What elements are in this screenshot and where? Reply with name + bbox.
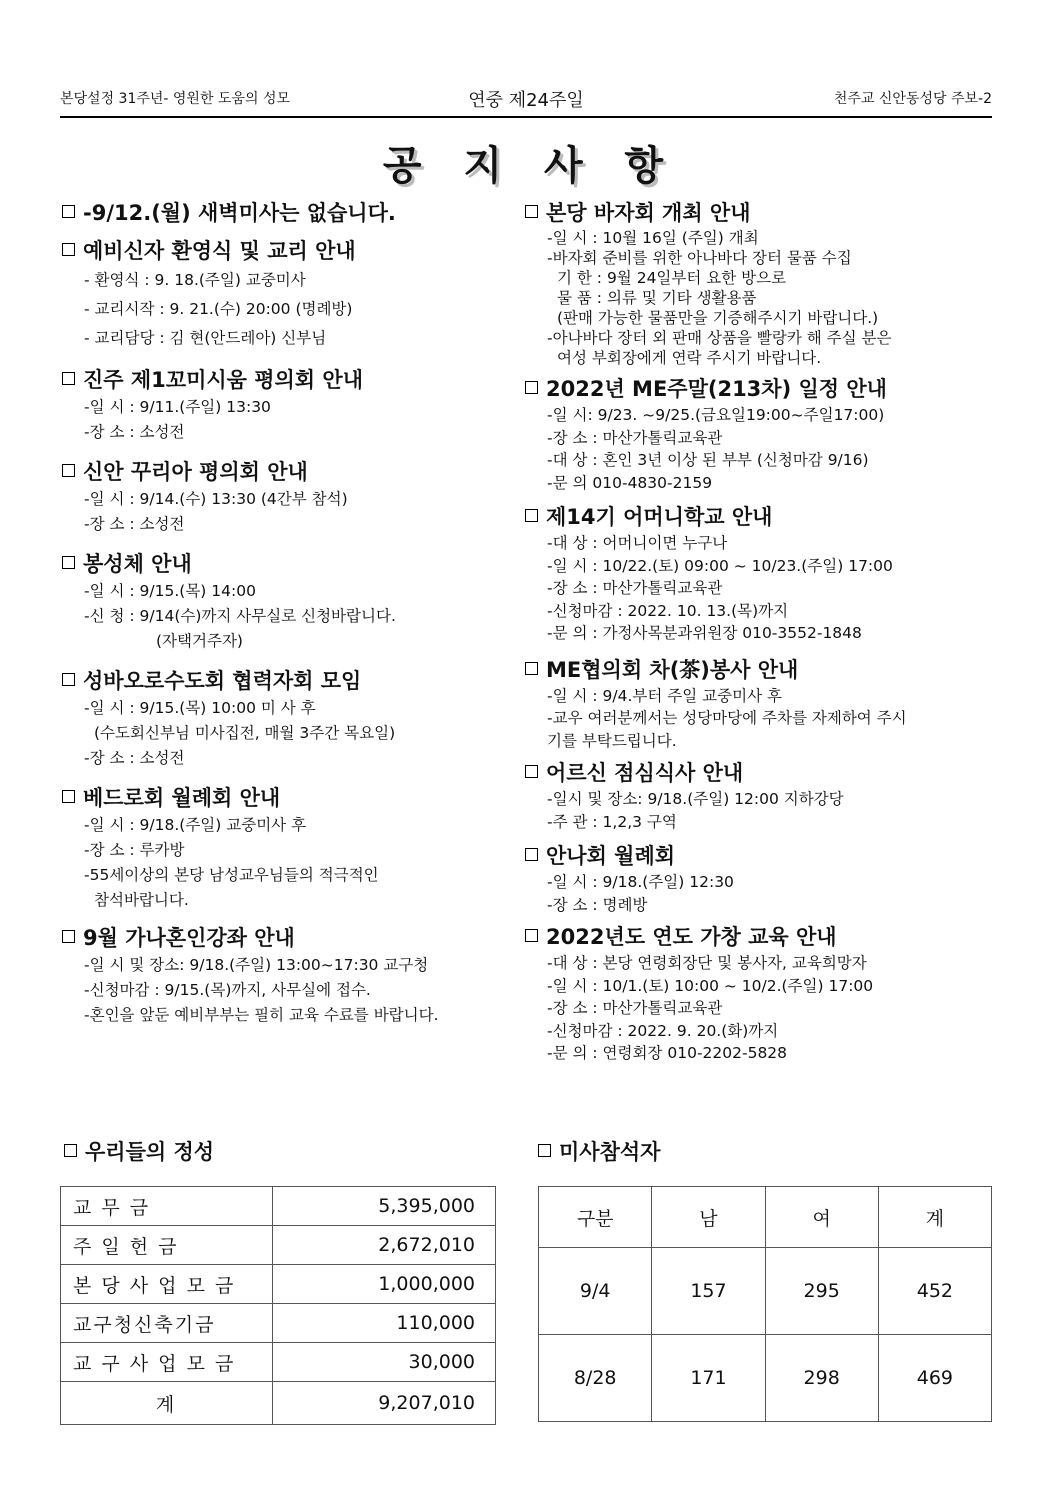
notice-section: [62, 783, 512, 913]
section-title: [525, 841, 1005, 871]
notice-section: [525, 922, 1005, 1065]
section-title-text: 2022년도 연도 가창 교육 안내: [546, 925, 837, 949]
section-title-text: -9/12.(월) 새벽미사는 없습니다.: [83, 201, 396, 225]
attendance-cell: 8/28: [539, 1335, 652, 1422]
section-title-text: 2022년 ME주말(213차) 일정 안내: [546, 377, 887, 401]
section-line: -대 상 : 혼인 3년 이상 된 부부 (신청마감 9/16): [547, 451, 869, 469]
checkbox-icon: [62, 464, 75, 477]
header-left: 본당설정 31주년- 영원한 도움의 성모: [60, 91, 291, 107]
notice-section: [62, 365, 512, 445]
section-line: -대 상 : 본당 연령회장단 및 봉사자, 교육희망자: [547, 954, 867, 972]
section-line: -일 시 : 9/15.(목) 14:00: [84, 582, 256, 600]
left-column: [62, 198, 512, 1028]
attendance-cell: 469: [878, 1335, 991, 1422]
section-line: -신청마감 : 9/15.(목)까지, 사무실에 접수.: [84, 981, 371, 999]
section-line: -일 시 : 9/18.(주일) 12:30: [547, 873, 734, 891]
checkbox-icon: [525, 381, 538, 394]
section-line: -일 시 : 10/1.(토) 10:00 ~ 10/2.(주일) 17:00: [547, 976, 874, 995]
section-title-text: 예비신자 환영식 및 교리 안내: [83, 239, 356, 263]
section-title-text: 진주 제1꼬미시움 평의회 안내: [83, 368, 363, 392]
attendance-cell: 157: [652, 1248, 765, 1335]
offering-heading: [64, 1137, 214, 1167]
offering-row: [61, 1304, 496, 1343]
attendance-cell: 9/4: [539, 1248, 652, 1335]
section-line: -장 소 : 마산가톨릭교육관: [547, 428, 723, 447]
section-line: -신 청 : 9/14(수)까지 사무실로 신청바랍니다.: [84, 607, 396, 625]
section-line: 여성 부회장에게 연락 주시기 바랍니다.: [557, 349, 822, 367]
notice-section: [525, 374, 1005, 494]
attendance-row: [539, 1335, 992, 1422]
section-title-text: 봉성체 안내: [83, 552, 192, 576]
section-line: -장 소 : 소성전: [84, 749, 185, 767]
offering-value: 5,395,000: [273, 1187, 496, 1226]
checkbox-icon: [62, 790, 75, 803]
header-center: 연중 제24주일: [468, 90, 584, 111]
offering-label: 계: [61, 1382, 273, 1425]
attendance-cell: 452: [878, 1248, 991, 1335]
offering-label: 본 당 사 업 모 금: [61, 1265, 273, 1304]
offering-row: [61, 1265, 496, 1304]
attendance-header-cell: 여: [765, 1187, 878, 1248]
notice-section: [62, 236, 512, 353]
attendance-table: [538, 1186, 992, 1422]
section-line: -일 시 : 9/18.(주일) 교중미사 후: [84, 816, 307, 834]
checkbox-icon: [62, 243, 75, 256]
offering-value: 110,000: [273, 1304, 496, 1343]
section-line: -혼인을 앞둔 예비부부는 필히 교육 수료를 바랍니다.: [84, 1006, 439, 1024]
section-line: -일 시 : 9/15.(목) 10:00 미 사 후: [84, 699, 316, 717]
notice-section: [62, 457, 512, 537]
offering-row: [61, 1187, 496, 1226]
section-line: (자택거주자): [156, 632, 243, 650]
offering-table: [60, 1186, 496, 1425]
section-title-text: 제14기 어머니학교 안내: [546, 505, 773, 529]
attendance-cell: 295: [765, 1248, 878, 1335]
section-line: -일 시 및 장소: 9/18.(주일) 13:00~17:30 교구청: [84, 956, 429, 974]
section-title: [62, 236, 512, 266]
offering-label: 주 일 헌 금: [61, 1226, 273, 1265]
offering-value: 2,672,010: [273, 1226, 496, 1265]
attendance-header-cell: 남: [652, 1187, 765, 1248]
section-line: -신청마감 : 2022. 10. 13.(목)까지: [547, 601, 789, 620]
offering-value: 30,000: [273, 1343, 496, 1382]
section-title: [62, 365, 512, 395]
section-title: [525, 502, 1005, 532]
notice-section: [525, 655, 1005, 753]
section-title: [62, 923, 512, 953]
section-line: -교우 여러분께서는 성당마당에 주차를 자제하여 주시: [547, 709, 907, 727]
section-title: [525, 198, 1005, 228]
section-line: -주 관 : 1,2,3 구역: [547, 812, 677, 831]
section-line: -문 의 : 연령회장 010-2202-5828: [547, 1044, 788, 1062]
section-line: -일 시 : 9/14.(수) 13:30 (4간부 참석): [84, 490, 348, 508]
offering-row: [61, 1226, 496, 1265]
checkbox-icon: [525, 662, 538, 675]
offering-label: 교구청신축기금: [61, 1304, 273, 1343]
section-title: [62, 198, 512, 228]
section-line: -문 의 : 가정사목분과위원장 010-3552-1848: [547, 624, 862, 642]
section-line: -장 소 : 명례방: [547, 895, 648, 914]
section-line: 물 품 : 의류 및 기타 생활용품: [557, 289, 757, 307]
attendance-heading-text: 미사참석자: [559, 1140, 661, 1164]
notice-section: [62, 923, 512, 1028]
notice-section: [525, 198, 1005, 368]
right-column: [525, 198, 1005, 1065]
attendance-row: [539, 1248, 992, 1335]
checkbox-icon: [62, 205, 75, 218]
notice-section: [525, 502, 1005, 645]
section-line: - 교리담당 : 김 현(안드레아) 신부님: [84, 329, 327, 347]
attendance-heading: [538, 1137, 660, 1167]
section-title-text: ME협의회 차(茶)봉사 안내: [546, 657, 799, 682]
notice-section: [62, 549, 512, 654]
section-title: [62, 457, 512, 487]
section-title-text: 어르신 점심식사 안내: [546, 761, 744, 785]
section-title-text: 9월 가나혼인강좌 안내: [83, 926, 295, 950]
attendance-header-row: [539, 1187, 992, 1248]
attendance-cell: 171: [652, 1335, 765, 1422]
checkbox-icon: [64, 1144, 77, 1157]
section-line: -신청마감 : 2022. 9. 20.(화)까지: [547, 1021, 779, 1040]
section-title-text: 본당 바자회 개최 안내: [546, 201, 751, 225]
section-title-text: 안나회 월례회: [546, 844, 676, 868]
section-line: - 환영식 : 9. 18.(주일) 교중미사: [84, 271, 306, 289]
checkbox-icon: [525, 929, 538, 942]
section-line: (수도회신부님 미사집전, 매월 3주간 목요일): [94, 724, 396, 742]
notice-section: [525, 841, 1005, 916]
section-line: (판매 가능한 물품만을 기증해주시기 바랍니다.): [557, 309, 879, 327]
section-title: [62, 783, 512, 813]
attendance-cell: 298: [765, 1335, 878, 1422]
section-line: -일시 및 장소: 9/18.(주일) 12:00 지하강당: [547, 790, 844, 808]
section-line: -장 소 : 마산가톨릭교육관: [547, 579, 723, 597]
section-title: [62, 549, 512, 579]
section-line: -아나바다 장터 외 판매 상품을 빨랑카 해 주실 분은: [547, 329, 892, 347]
section-title: [62, 666, 512, 696]
section-line: -문 의 010-4830-2159: [547, 473, 713, 492]
checkbox-icon: [525, 848, 538, 861]
section-line: -일 시: 9/23. ~9/25.(금요일19:00~주일17:00): [547, 406, 885, 424]
page-header: [60, 86, 992, 118]
section-line: 참석바랍니다.: [94, 891, 189, 909]
offering-heading-text: 우리들의 정성: [85, 1140, 215, 1164]
section-title-text: 성바오로수도회 협력자회 모임: [83, 669, 362, 693]
attendance-header-cell: 구분: [539, 1187, 652, 1248]
attendance-header-cell: 계: [878, 1187, 991, 1248]
checkbox-icon: [62, 372, 75, 385]
checkbox-icon: [62, 930, 75, 943]
notice-section: [62, 666, 512, 771]
offering-label: 교 무 금: [61, 1187, 273, 1226]
section-title: [525, 374, 1005, 404]
section-title: [525, 922, 1005, 952]
section-line: -일 시 : 9/11.(주일) 13:30: [84, 398, 271, 416]
section-line: -장 소 : 루카방: [84, 841, 185, 859]
section-line: 기를 부탁드립니다.: [547, 731, 677, 750]
notice-section: [525, 758, 1005, 833]
section-title: [525, 758, 1005, 788]
section-title-text: 베드로회 월례회 안내: [83, 786, 281, 810]
section-line: -일 시 : 10월 16일 (주일) 개최: [547, 229, 759, 247]
page-title: 공 지 사 항: [382, 143, 678, 189]
checkbox-icon: [62, 673, 75, 686]
section-line: -일 시 : 9/4.부터 주일 교중미사 후: [547, 686, 782, 705]
checkbox-icon: [525, 765, 538, 778]
section-title: [525, 655, 1005, 685]
checkbox-icon: [538, 1144, 551, 1157]
checkbox-icon: [525, 509, 538, 522]
offering-value: 9,207,010: [273, 1382, 496, 1425]
section-line: - 교리시작 : 9. 21.(수) 20:00 (명례방): [84, 300, 353, 318]
offering-row: [61, 1343, 496, 1382]
offering-row: [61, 1382, 496, 1425]
header-right: 천주교 신안동성당 주보-2: [833, 91, 992, 107]
section-line: -대 상 : 어머니이면 누구나: [547, 534, 728, 552]
checkbox-icon: [525, 205, 538, 218]
section-line: -장 소 : 소성전: [84, 423, 185, 441]
section-line: 기 한 : 9월 24일부터 요한 방으로: [557, 269, 787, 287]
notice-section: [62, 198, 512, 228]
checkbox-icon: [62, 556, 75, 569]
section-line: -장 소 : 마산가톨릭교육관: [547, 999, 723, 1017]
section-line: -55세이상의 본당 남성교우님들의 적극적인: [84, 866, 379, 884]
section-line: -바자회 준비를 위한 아나바다 장터 물품 수집: [547, 249, 852, 267]
offering-value: 1,000,000: [273, 1265, 496, 1304]
section-line: -장 소 : 소성전: [84, 515, 185, 533]
section-line: -일 시 : 10/22.(토) 09:00 ~ 10/23.(주일) 17:00: [547, 556, 893, 575]
section-title-text: 신안 꾸리아 평의회 안내: [83, 460, 308, 484]
offering-label: 교 구 사 업 모 금: [61, 1343, 273, 1382]
